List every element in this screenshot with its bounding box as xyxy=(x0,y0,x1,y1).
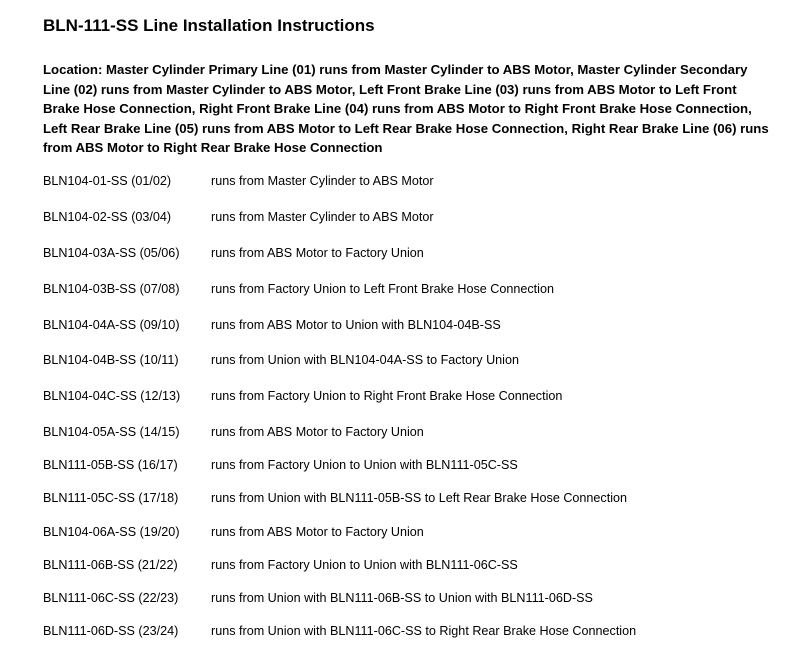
line-description: runs from Factory Union to Union with BLN111-06C-SS xyxy=(211,558,518,572)
line-description: runs from ABS Motor to Factory Union xyxy=(211,525,424,539)
line-description: runs from Union with BLN111-06B-SS to Union with BLN111-06D-SS xyxy=(211,591,593,605)
line-part-number: BLN104-01-SS (01/02) xyxy=(43,174,172,188)
line-description: runs from ABS Motor to Union with BLN104-04B-SS xyxy=(211,318,501,332)
line-part-number: BLN104-06A-SS (19/20) xyxy=(43,525,180,539)
line-part-number: BLN111-06B-SS (21/22) xyxy=(43,558,178,572)
document-title: BLN-111-SS Line Installation Instructions xyxy=(43,16,375,35)
line-part-number: BLN104-04C-SS (12/13) xyxy=(43,389,181,403)
line-description: runs from Union with BLN104-04A-SS to Factory Union xyxy=(211,353,519,367)
line-description: runs from Union with BLN111-05B-SS to Left Rear Brake Hose Connection xyxy=(211,491,628,505)
line-description: runs from Factory Union to Right Front Brake Hose Connection xyxy=(211,389,563,403)
line-description: runs from Master Cylinder to ABS Motor xyxy=(211,210,434,224)
line-part-number: BLN111-06C-SS (22/23) xyxy=(43,591,179,605)
line-part-number: BLN111-06D-SS (23/24) xyxy=(43,624,179,638)
line-part-number: BLN104-03A-SS (05/06) xyxy=(43,246,180,260)
line-part-number: BLN104-04A-SS (09/10) xyxy=(43,318,180,332)
line-description: runs from Factory Union to Left Front Brake Hose Connection xyxy=(211,282,554,296)
line-part-number: BLN104-04B-SS (10/11) xyxy=(43,353,179,367)
line-description: runs from ABS Motor to Factory Union xyxy=(211,425,424,439)
line-part-number: BLN111-05B-SS (16/17) xyxy=(43,458,178,472)
location-paragraph: Location: Master Cylinder Primary Line (01) runs from Master Cylinder to ABS Motor, Master Cylinder Secondary Line (02) runs from Master Cylinder to ABS Motor, Left Front Brake Line (03) runs from ABS Motor to Left Front Brake Hose Connection, Right Front Brake Line (04) runs from ABS Motor to Right Front Brake Hose Connection, Left Rear Brake Line (05) runs from ABS Motor to Left Rear Brake Hose Connection, Right Rear Brake Line (06) runs from ABS Motor to Right Rear Brake Hose Connection xyxy=(43,62,769,155)
line-description: runs from Master Cylinder to ABS Motor xyxy=(211,174,434,188)
line-description: runs from ABS Motor to Factory Union xyxy=(211,246,424,260)
line-part-number: BLN111-05C-SS (17/18) xyxy=(43,491,179,505)
line-part-number: BLN104-03B-SS (07/08) xyxy=(43,282,180,296)
line-description: runs from Factory Union to Union with BLN111-05C-SS xyxy=(211,458,518,472)
line-description: runs from Union with BLN111-06C-SS to Right Rear Brake Hose Connection xyxy=(211,624,637,638)
line-part-number: BLN104-02-SS (03/04) xyxy=(43,210,172,224)
line-part-number: BLN104-05A-SS (14/15) xyxy=(43,425,180,439)
